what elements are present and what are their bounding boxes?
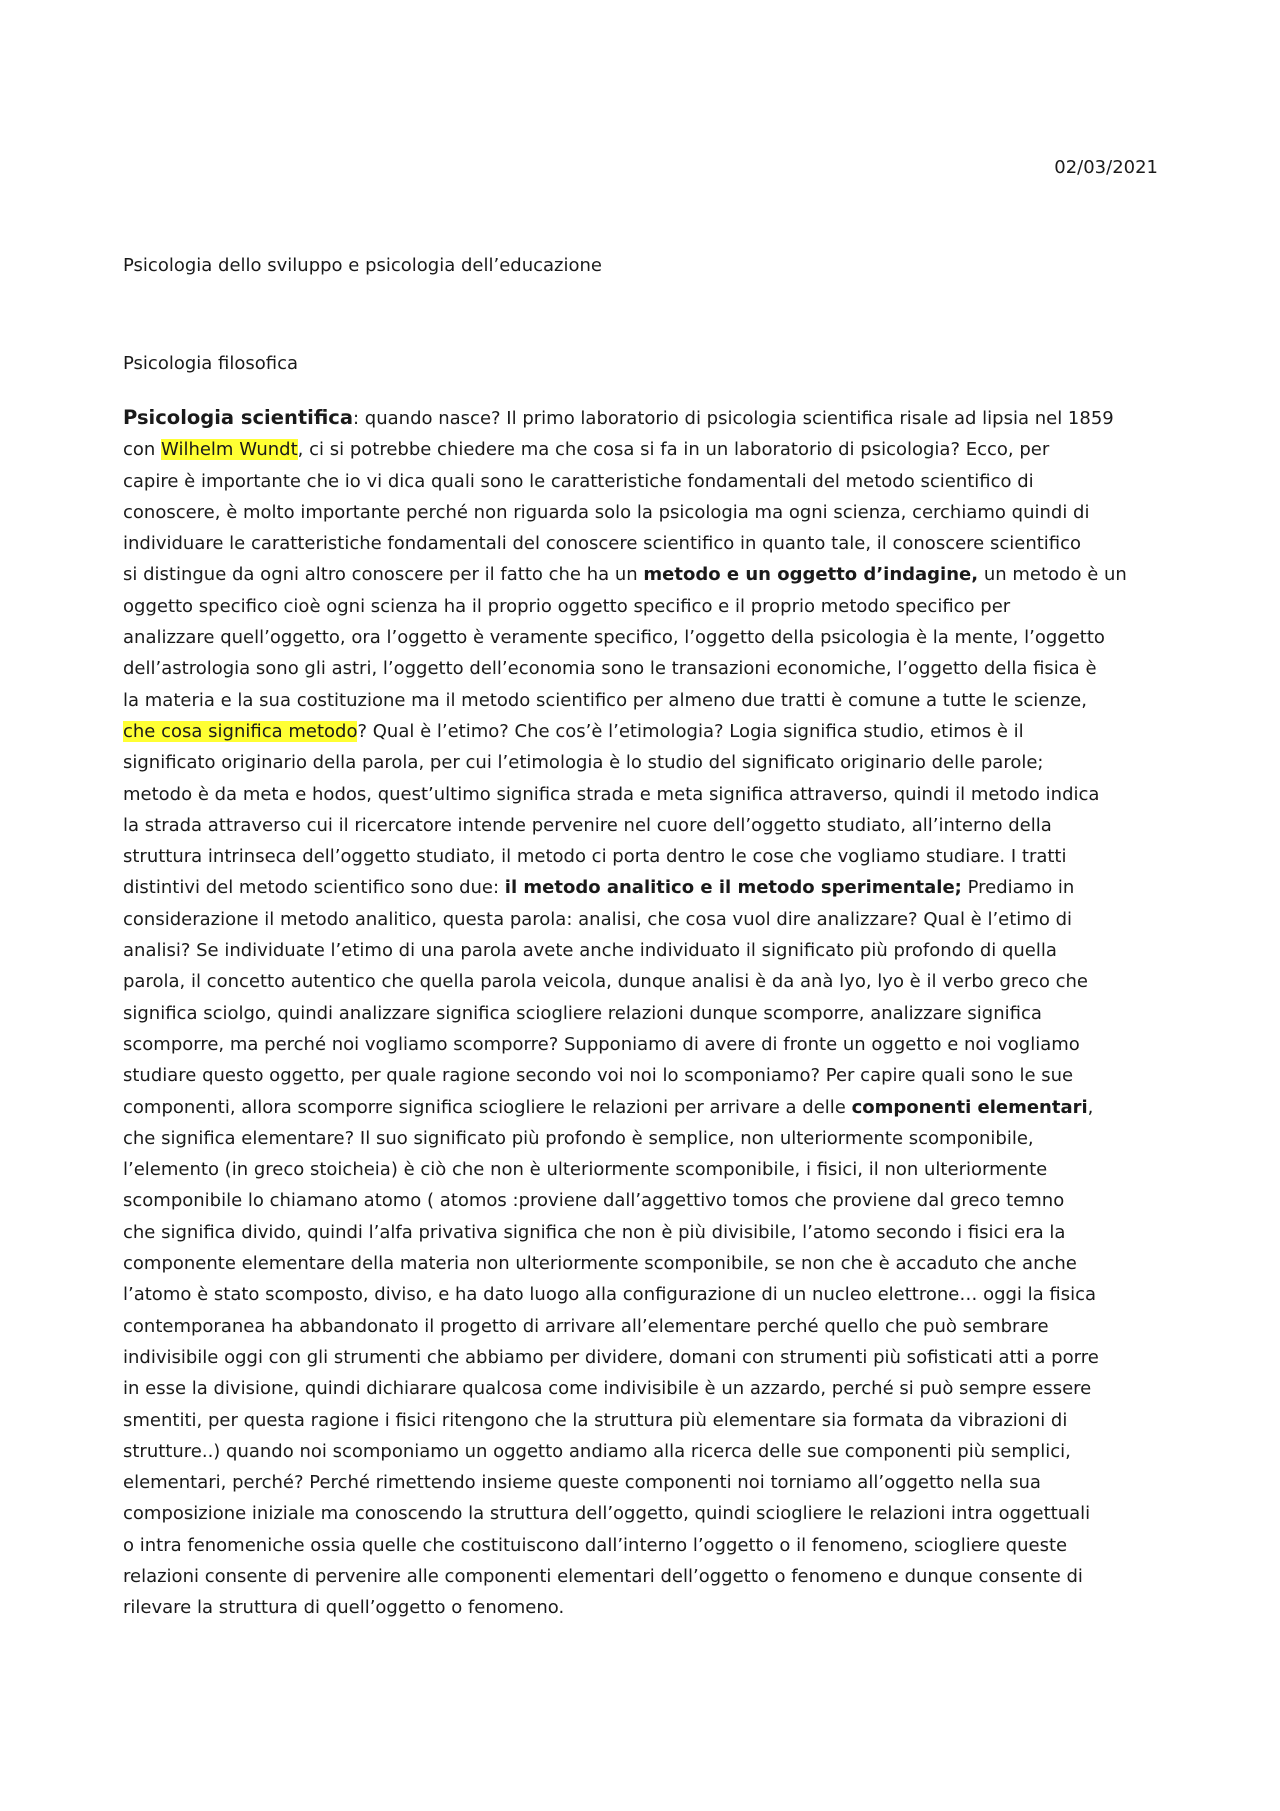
text-run: dell’astrologia sono gli astri, l’oggetto dell’economia sono le transazioni economiche, l’oggetto della fisica è xyxy=(123,658,1097,680)
text-run: strutture..) quando noi scomponiamo un oggetto andiamo alla ricerca delle sue componenti più semplici, xyxy=(123,1440,1071,1462)
text-line xyxy=(123,591,1158,622)
text-line xyxy=(123,966,1158,997)
text-line xyxy=(123,622,1158,653)
text-run: si distingue da ogni altro conoscere per il fatto che ha un xyxy=(123,564,644,586)
text-line xyxy=(123,841,1158,872)
text-line xyxy=(123,1154,1158,1185)
text-line xyxy=(123,1592,1158,1623)
text-run: in esse la divisione, quindi dichiarare qualcosa come indivisibile è un azzardo, perché si può sempre essere xyxy=(123,1378,1092,1400)
text-line xyxy=(123,1373,1158,1404)
text-run: con xyxy=(123,439,162,461)
text-run: che significa divido, quindi l’alfa privativa significa che non è più divisibile, l’atomo secondo i fisici era la xyxy=(123,1221,1066,1243)
paragraph-lead-term: Psicologia scientifica xyxy=(123,406,354,429)
text-run: analisi? Se individuate l’etimo di una parola avete anche individuato il significato più profondo di quella xyxy=(123,940,1057,962)
text-line xyxy=(123,779,1158,810)
text-run: , ci si potrebbe chiedere ma che cosa si fa in un laboratorio di psicologia? Ecco, per xyxy=(297,439,1050,461)
text-run: individuare le caratteristiche fondamentali del conoscere scientifico in quanto tale, il conoscere scientifico xyxy=(123,533,1082,555)
bold-text-run: componenti elementari xyxy=(851,1096,1088,1118)
text-run: la materia e la sua costituzione ma il metodo scientifico per almeno due tratti è comune a tutte le scienze, xyxy=(123,689,1087,711)
text-line xyxy=(123,1530,1158,1561)
body-paragraph xyxy=(123,402,1158,1624)
text-line xyxy=(123,685,1158,716)
text-run: ? Qual è l’etimo? Che cos’è l’etimologia? Logia significa studio, etimos è il xyxy=(357,720,1024,742)
text-run: distintivi del metodo scientifico sono due: xyxy=(123,877,505,899)
text-run: struttura intrinseca dell’oggetto studiato, il metodo ci porta dentro le cose che vogliamo studiare. I tratti xyxy=(123,846,1067,868)
text-run: scomporre, ma perché noi vogliamo scomporre? Supponiamo di avere di fronte un oggetto e noi vogliamo xyxy=(123,1033,1080,1055)
text-line xyxy=(123,1436,1158,1467)
text-run: elementari, perché? Perché rimettendo insieme queste componenti noi torniamo all’oggetto nella sua xyxy=(123,1472,1041,1494)
text-line xyxy=(123,1185,1158,1216)
text-run: significato originario della parola, per cui l’etimologia è lo studio del significato originario delle parole; xyxy=(123,752,1044,774)
text-run: o intra fenomeniche ossia quelle che costituiscono dall’interno l’oggetto o il fenomeno, sciogliere queste xyxy=(123,1534,1068,1556)
text-run: relazioni consente di pervenire alle componenti elementari dell’oggetto o fenomeno e dunque consente di xyxy=(123,1565,1083,1587)
text-line xyxy=(123,1248,1158,1279)
text-run: contemporanea ha abbandonato il progetto di arrivare all’elementare perché quello che può sembrare xyxy=(123,1315,1049,1337)
text-line xyxy=(123,935,1158,966)
text-run: un metodo è un xyxy=(978,564,1127,586)
text-run: componenti, allora scomporre significa sciogliere le relazioni per arrivare a delle xyxy=(123,1096,852,1118)
text-run: rilevare la struttura di quell’oggetto o fenomeno. xyxy=(123,1597,565,1619)
text-run: che significa elementare? Il suo significato più profondo è semplice, non ulteriormente scomponibile, xyxy=(123,1127,1034,1149)
text-line xyxy=(123,716,1158,747)
text-run: considerazione il metodo analitico, questa parola: analisi, che cosa vuol dire analizzare? Qual è l’etimo di xyxy=(123,908,1073,930)
text-line xyxy=(123,810,1158,841)
text-line xyxy=(123,1092,1158,1123)
text-run: indivisibile oggi con gli strumenti che abbiamo per dividere, domani con strumenti più sofisticati atti a porre xyxy=(123,1346,1099,1368)
text-line xyxy=(123,1467,1158,1498)
text-run: , xyxy=(1087,1096,1094,1118)
text-line xyxy=(123,402,1158,434)
bold-text-run: metodo e un oggetto d’indagine, xyxy=(643,564,979,586)
text-run: la strada attraverso cui il ricercatore intende pervenire nel cuore dell’oggetto studiato, all’interno della xyxy=(123,814,1052,836)
text-run: oggetto specifico cioè ogni scienza ha il proprio oggetto specifico e il proprio metodo specifico per xyxy=(123,595,1011,617)
text-line xyxy=(123,466,1158,497)
document-date: 02/03/2021 xyxy=(1054,157,1158,178)
text-run: significa sciolgo, quindi analizzare significa sciogliere relazioni dunque scomporre, analizzare significa xyxy=(123,1002,1042,1024)
text-line xyxy=(123,528,1158,559)
text-line xyxy=(123,1029,1158,1060)
text-run: smentiti, per questa ragione i fisici ritengono che la struttura più elementare sia formata da vibrazioni di xyxy=(123,1409,1068,1431)
text-run: parola, il concetto autentico che quella parola veicola, dunque analisi è da anà lyo, lyo è il verbo greco che xyxy=(123,971,1089,993)
bold-text-run: il metodo analitico e il metodo sperimentale; xyxy=(504,877,962,899)
text-line xyxy=(123,1279,1158,1310)
text-run: : quando nasce? Il primo laboratorio di psicologia scientifica risale ad lipsia nel 1859 xyxy=(353,408,1114,429)
text-line xyxy=(123,653,1158,684)
text-line xyxy=(123,872,1158,903)
text-run: l’atomo è stato scomposto, diviso, e ha dato luogo alla configurazione di un nucleo elettrone… oggi la fisica xyxy=(123,1284,1097,1306)
text-run: capire è importante che io vi dica quali sono le caratteristiche fondamentali del metodo scientifico di xyxy=(123,470,1034,492)
text-run: studiare questo oggetto, per quale ragione secondo voi noi lo scomponiamo? Per capire quali sono le sue xyxy=(123,1065,1074,1087)
text-line xyxy=(123,1217,1158,1248)
text-line xyxy=(123,904,1158,935)
text-run: Prediamo in xyxy=(961,877,1075,899)
text-line xyxy=(123,559,1158,590)
text-run: l’elemento (in greco stoicheia) è ciò che non è ulteriormente scomponibile, i fisici, il non ulteriormente xyxy=(123,1159,1048,1181)
section-heading: Psicologia filosofica xyxy=(123,353,299,374)
text-line xyxy=(123,747,1158,778)
text-line xyxy=(123,1311,1158,1342)
text-line xyxy=(123,497,1158,528)
document-title: Psicologia dello sviluppo e psicologia dell’educazione xyxy=(123,255,602,276)
text-line xyxy=(123,998,1158,1029)
text-run: analizzare quell’oggetto, ora l’oggetto è veramente specifico, l’oggetto della psicologia è la mente, l’oggetto xyxy=(123,627,1105,649)
text-run: componente elementare della materia non ulteriormente scomponibile, se non che è accaduto che anche xyxy=(123,1253,1077,1275)
highlighted-text-run: Wilhelm Wundt xyxy=(161,439,298,461)
text-run: scomponibile lo chiamano atomo ( atomos :proviene dall’aggettivo tomos che proviene dal greco temno xyxy=(123,1190,1065,1212)
text-line xyxy=(123,1498,1158,1529)
text-line xyxy=(123,1123,1158,1154)
text-line xyxy=(123,1561,1158,1592)
text-line xyxy=(123,1342,1158,1373)
highlighted-text-run: che cosa significa metodo xyxy=(123,720,358,742)
text-run: conoscere, è molto importante perché non riguarda solo la psicologia ma ogni scienza, cerchiamo quindi di xyxy=(123,501,1090,523)
text-line xyxy=(123,1405,1158,1436)
text-line xyxy=(123,1060,1158,1091)
text-run: composizione iniziale ma conoscendo la struttura dell’oggetto, quindi sciogliere le relazioni intra oggettuali xyxy=(123,1503,1091,1525)
text-line xyxy=(123,434,1158,465)
text-run: metodo è da meta e hodos, quest’ultimo significa strada e meta significa attraverso, quindi il metodo indica xyxy=(123,783,1100,805)
